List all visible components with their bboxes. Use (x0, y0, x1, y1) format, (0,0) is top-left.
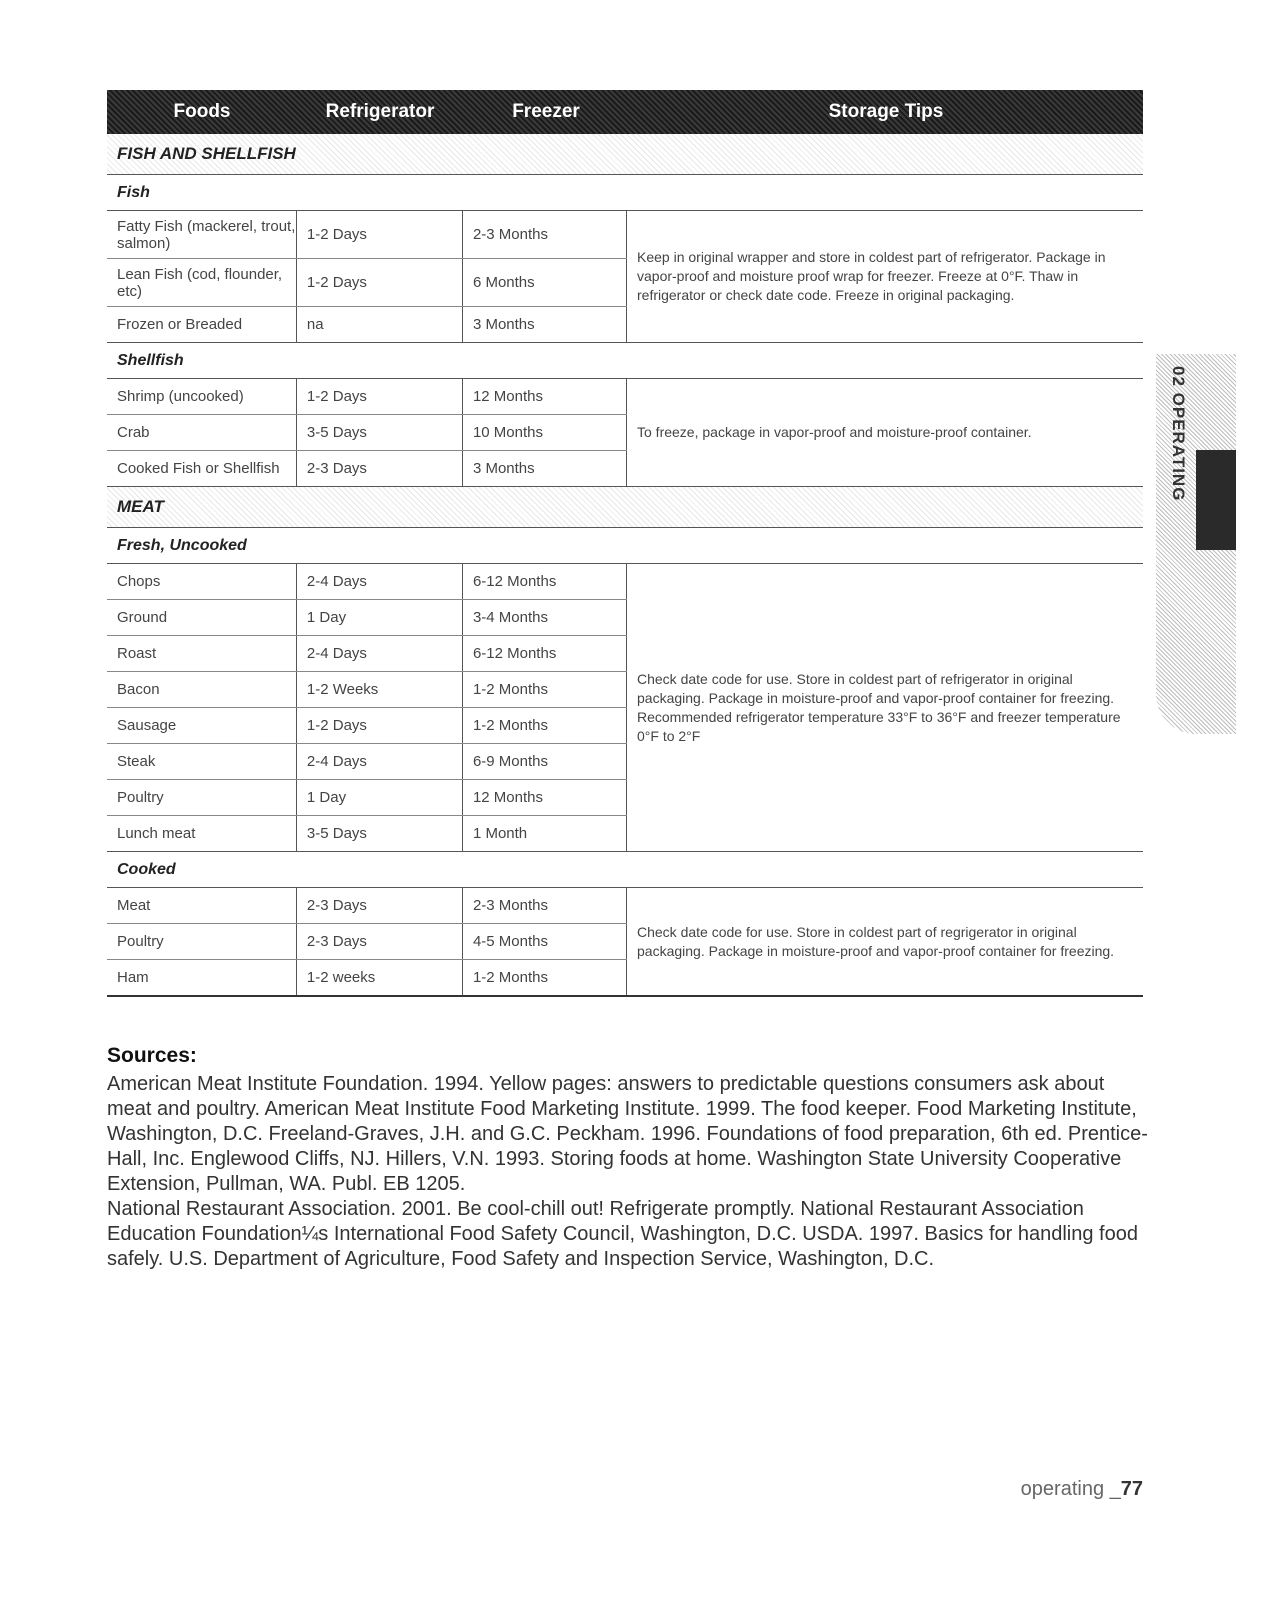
sources-block (107, 1044, 1152, 1272)
refrigerator-cell: 2-4 Days (297, 564, 463, 599)
table-row (107, 636, 627, 672)
freezer-cell: 6-12 Months (463, 636, 627, 671)
food-cell: Lean Fish (cod, flounder, etc) (107, 259, 297, 306)
freezer-cell: 1 Month (463, 816, 627, 851)
table-row (107, 888, 627, 924)
refrigerator-cell: 3-5 Days (297, 415, 463, 450)
refrigerator-cell: 1-2 Days (297, 379, 463, 414)
subsection-fresh-uncooked: Fresh, Uncooked (107, 528, 1143, 564)
refrigerator-cell: 1 Day (297, 780, 463, 815)
freezer-cell: 6 Months (463, 259, 627, 306)
table-row (107, 816, 627, 851)
refrigerator-cell: 2-3 Days (297, 888, 463, 923)
table-row (107, 600, 627, 636)
food-cell: Fatty Fish (mackerel, trout, salmon) (107, 211, 297, 258)
food-cell: Poultry (107, 780, 297, 815)
refrigerator-cell: 1-2 Days (297, 211, 463, 258)
food-cell: Crab (107, 415, 297, 450)
freezer-cell: 1-2 Months (463, 672, 627, 707)
section-meat: MEAT (107, 487, 1143, 528)
page-footer (1021, 1478, 1143, 1501)
refrigerator-cell: 2-3 Days (297, 924, 463, 959)
storage-table (107, 90, 1143, 997)
freezer-cell: 2-3 Months (463, 888, 627, 923)
table-row (107, 307, 627, 342)
freezer-cell: 6-9 Months (463, 744, 627, 779)
table-row (107, 960, 627, 995)
header-foods: Foods (173, 101, 231, 122)
freezer-cell: 2-3 Months (463, 211, 627, 258)
subsection-shellfish: Shellfish (107, 343, 1143, 379)
food-cell: Steak (107, 744, 297, 779)
refrigerator-cell: 2-4 Days (297, 744, 463, 779)
table-row (107, 211, 627, 259)
side-tab-label: 02 OPERATING (1169, 366, 1188, 502)
table-row (107, 780, 627, 816)
storage-tip: To freeze, package in vapor-proof and moisture-proof container. (637, 424, 1032, 440)
freezer-cell: 3 Months (463, 307, 627, 342)
storage-tip: Keep in original wrapper and store in coldest part of refrigerator. Package in vapor-proof and moisture proof wrap for freezer. Freeze at 0°F. Thaw in refrigerator or check date code. Freeze in original packaging. (637, 249, 1106, 303)
table-row (107, 415, 627, 451)
refrigerator-cell: 1 Day (297, 600, 463, 635)
storage-tip: Check date code for use. Store in coldest part of regrigerator in original packaging. Package in moisture-proof and vapor-proof container for freezing. (637, 923, 1115, 959)
footer-section: operating _ (1020, 1478, 1121, 1500)
freezer-cell: 1-2 Months (463, 708, 627, 743)
food-cell: Shrimp (uncooked) (107, 379, 297, 414)
freezer-cell: 4-5 Months (463, 924, 627, 959)
group-fresh-uncooked (107, 564, 1143, 852)
refrigerator-cell: na (297, 307, 463, 342)
page-number: 77 (1120, 1478, 1143, 1500)
food-cell: Sausage (107, 708, 297, 743)
sources-paragraph: National Restaurant Association. 2001. Be cool-chill out! Refrigerate promptly. National Restaurant Association Education Foundation¼s International Food Safety Council, Washington, D.C. USDA. 1997. Basics for handling food safely. U.S. Department of Agriculture, Food Safety and Inspection Service, Washington, D.C. (107, 1198, 1138, 1270)
table-row (107, 672, 627, 708)
food-cell: Bacon (107, 672, 297, 707)
table-row (107, 259, 627, 307)
freezer-cell: 1-2 Months (463, 960, 627, 995)
refrigerator-cell: 3-5 Days (297, 816, 463, 851)
freezer-cell: 12 Months (463, 780, 627, 815)
freezer-cell: 10 Months (463, 415, 627, 450)
refrigerator-cell: 2-4 Days (297, 636, 463, 671)
section-fish-shellfish: FISH AND SHELLFISH (107, 134, 1143, 175)
group-fish (107, 211, 1143, 343)
chapter-side-tab (1156, 354, 1236, 734)
subsection-cooked: Cooked (107, 852, 1143, 888)
food-cell: Meat (107, 888, 297, 923)
header-storage-tips: Storage Tips (828, 101, 944, 122)
food-cell: Lunch meat (107, 816, 297, 851)
freezer-cell: 6-12 Months (463, 564, 627, 599)
food-cell: Frozen or Breaded (107, 307, 297, 342)
header-refrigerator: Refrigerator (325, 101, 435, 122)
food-cell: Poultry (107, 924, 297, 959)
food-cell: Ground (107, 600, 297, 635)
table-row (107, 379, 627, 415)
refrigerator-cell: 1-2 weeks (297, 960, 463, 995)
header-freezer: Freezer (512, 101, 580, 122)
table-row (107, 708, 627, 744)
freezer-cell: 12 Months (463, 379, 627, 414)
refrigerator-cell: 1-2 Days (297, 708, 463, 743)
table-row (107, 451, 627, 486)
subsection-fish: Fish (107, 175, 1143, 211)
group-cooked (107, 888, 1143, 997)
refrigerator-cell: 1-2 Days (297, 259, 463, 306)
food-cell: Cooked Fish or Shellfish (107, 451, 297, 486)
table-row (107, 564, 627, 600)
table-row (107, 924, 627, 960)
refrigerator-cell: 1-2 Weeks (297, 672, 463, 707)
refrigerator-cell: 2-3 Days (297, 451, 463, 486)
food-cell: Ham (107, 960, 297, 995)
storage-tip: Check date code for use. Store in coldest part of refrigerator in original packaging. Package in moisture-proof and vapor-proof container for freezing. Recommended refrigerator temperature 33°F to 36°F and freezer temperature 0°F to 2°F (637, 670, 1121, 744)
freezer-cell: 3-4 Months (463, 600, 627, 635)
sources-paragraph: American Meat Institute Foundation. 1994. Yellow pages: answers to predictable questions consumers ask about meat and poultry. American Meat Institute Food Marketing Institute. 1999. The food keeper. Food Marketing Institute, Washington, D.C. Freeland-Graves, J.H. and G.C. Peckham. 1996. Foundations of food preparation, 6th ed. Prentice-Hall, Inc. Englewood Cliffs, NJ. Hillers, V.N. 1993. Storing foods at home. Washington State University Cooperative Extension, Pullman, WA. Publ. EB 1205. (107, 1073, 1148, 1195)
side-tab-marker (1196, 450, 1236, 550)
freezer-cell: 3 Months (463, 451, 627, 486)
food-cell: Chops (107, 564, 297, 599)
group-shellfish (107, 379, 1143, 487)
sources-title: Sources: (107, 1044, 197, 1067)
table-header (107, 90, 1143, 134)
table-row (107, 744, 627, 780)
food-cell: Roast (107, 636, 297, 671)
